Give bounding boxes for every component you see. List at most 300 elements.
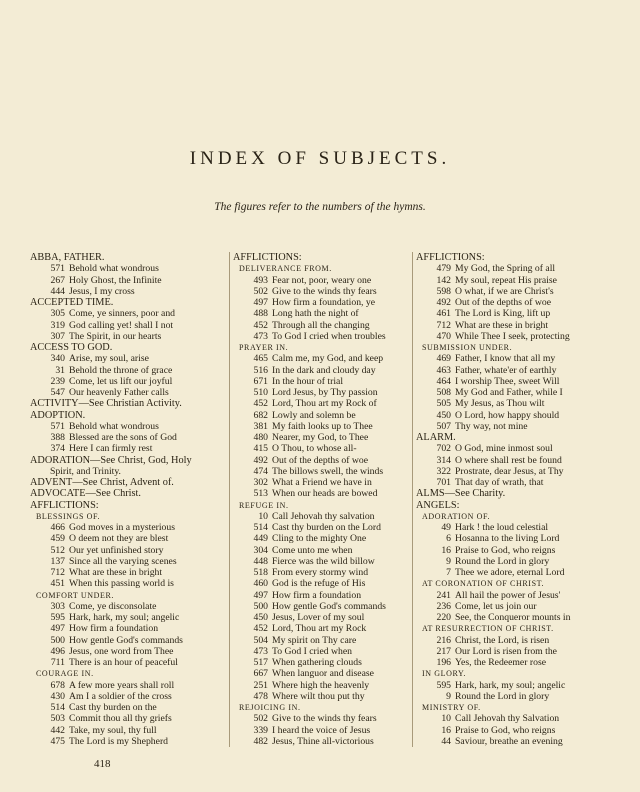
hymn-first-line: Come, ye disconsolate	[69, 600, 157, 612]
hymn-first-line: The billows swell, the winds	[272, 465, 384, 477]
index-entry	[30, 713, 220, 724]
hymn-number: 307	[50, 330, 65, 342]
hymn-first-line: Our Lord is risen from the	[455, 645, 557, 657]
hymn-first-line: What are these in bright	[455, 319, 549, 331]
hymn-number: 459	[50, 533, 65, 545]
hymn-number: 712	[436, 319, 451, 331]
hymn-number: 137	[50, 555, 65, 567]
index-entry	[30, 443, 220, 454]
index-entry	[233, 545, 423, 556]
hymn-number: 474	[253, 465, 268, 477]
hymn-first-line: O Thou, to whose all-	[272, 443, 357, 455]
hymn-first-line: O deem not they are blest	[69, 533, 169, 545]
hymn-number: 466	[50, 522, 65, 533]
hymn-first-line: Arise, my soul, arise	[69, 353, 149, 365]
index-entry	[30, 567, 220, 578]
hymn-first-line: Lowly and solemn be	[272, 409, 356, 421]
index-entry	[416, 477, 606, 488]
hymn-first-line: How firm a foundation, ye	[272, 297, 376, 308]
hymn-number: 512	[50, 544, 65, 556]
hymn-first-line: Come, let us lift our joyful	[69, 375, 173, 387]
subject-heading: ALARM.	[416, 432, 456, 443]
index-entry	[416, 691, 606, 702]
page-number: 418	[94, 758, 111, 770]
hymn-first-line: See, the Conqueror mounts in	[455, 612, 571, 623]
hymn-number: 514	[253, 522, 268, 533]
index-entry	[416, 635, 606, 646]
hymn-first-line: In the dark and cloudy day	[272, 364, 376, 376]
hymn-number: 319	[50, 319, 65, 331]
hymn-number: 9	[446, 555, 451, 567]
hymn-first-line: Hark ! the loud celestial	[455, 522, 549, 533]
index-entry	[416, 297, 606, 308]
hymn-first-line: Calm me, my God, and keep	[272, 353, 384, 365]
hymn-first-line: When languor and disease	[272, 668, 374, 680]
index-column-3	[412, 252, 606, 747]
index-entry	[233, 635, 423, 646]
hymn-number: 430	[50, 690, 65, 702]
index-entry	[233, 713, 423, 724]
index-entry	[416, 556, 606, 567]
hymn-first-line: That day of wrath, that	[455, 477, 544, 488]
index-entry	[30, 680, 220, 691]
hymn-number: 239	[50, 375, 65, 387]
hymn-number: 516	[253, 364, 268, 376]
index-entry	[233, 455, 423, 466]
index-entry	[30, 387, 220, 398]
hymn-first-line: How firm a foundation	[69, 623, 159, 635]
hymn-number: 502	[253, 285, 268, 297]
hymn-number: 303	[50, 600, 65, 612]
index-entry	[233, 612, 423, 623]
hymn-number: 469	[436, 353, 451, 365]
subheading: IN GLORY.	[422, 669, 466, 679]
hymn-first-line: Jesus, Thine all-victorious	[272, 735, 374, 747]
hymn-first-line: My God, the Spring of all	[455, 263, 556, 275]
index-entry	[30, 601, 220, 612]
hymn-number: 452	[253, 623, 268, 635]
index-entry	[233, 691, 423, 702]
index-entry	[416, 680, 606, 691]
subject-heading: ANGELS:	[416, 499, 460, 511]
hymn-number: 470	[436, 330, 451, 342]
index-entry	[233, 657, 423, 668]
index-entry	[416, 612, 606, 623]
index-entry	[233, 680, 423, 691]
page-title: INDEX OF SUBJECTS.	[189, 148, 451, 169]
subheading: MINISTRY OF.	[422, 703, 481, 712]
index-entry	[233, 578, 423, 589]
index-entry	[416, 590, 606, 601]
hymn-number: 507	[436, 420, 451, 432]
subject-heading: ACTIVITY—See Christian Activity.	[30, 398, 182, 410]
hymn-number: 374	[50, 443, 65, 455]
subject-heading: AFFLICTIONS:	[233, 252, 302, 263]
hymn-number: 497	[253, 297, 268, 308]
index-entry	[233, 477, 423, 488]
index-entry	[233, 297, 423, 308]
subject-heading: ACCESS TO GOD.	[30, 342, 113, 353]
hymn-number: 513	[253, 488, 268, 500]
hymn-number: 196	[436, 657, 451, 668]
hymn-first-line: Hark, hark, my soul; angelic	[455, 679, 566, 691]
index-entry	[233, 353, 423, 364]
hymn-number: 450	[436, 409, 451, 421]
index-entry	[416, 308, 606, 319]
hymn-number: 518	[253, 567, 268, 578]
index-entry	[233, 376, 423, 387]
hymn-first-line: O God, mine inmost soul	[455, 443, 553, 455]
hymn-first-line: Come, let us join our	[455, 600, 537, 612]
index-entry	[30, 578, 220, 589]
index-entry	[416, 601, 606, 612]
hymn-first-line: How gentle God's commands	[272, 600, 386, 612]
hymn-first-line: Commit thou all thy griefs	[69, 713, 172, 725]
hymn-first-line: Out of the depths of woe	[455, 297, 552, 308]
hymn-number: 493	[253, 274, 268, 286]
hymn-first-line: Come unto me when	[272, 544, 353, 556]
hymn-number: 598	[436, 285, 451, 297]
index-entry	[416, 263, 606, 274]
index-entry	[233, 308, 423, 319]
hymn-number: 449	[253, 533, 268, 545]
hymn-number: 464	[436, 375, 451, 387]
subtitle: The figures refer to the numbers of the hymns.	[214, 201, 426, 213]
index-entry	[233, 275, 423, 286]
hymn-number: 478	[253, 690, 268, 702]
hymn-first-line: Call Jehovah thy Salvation	[455, 713, 560, 725]
hymn-first-line: Christ, the Lord, is risen	[455, 634, 550, 646]
hymn-number: 388	[50, 432, 65, 443]
hymn-first-line: Where high the heavenly	[272, 679, 370, 691]
subheading: COMFORT UNDER.	[36, 590, 115, 600]
hymn-number: 304	[253, 544, 268, 556]
hymn-first-line: Nearer, my God, to Thee	[272, 432, 369, 443]
hymn-first-line: My faith looks up to Thee	[272, 420, 373, 432]
hymn-first-line: To God I cried when troubles	[272, 330, 386, 342]
hymn-first-line: Come, ye sinners, poor and	[69, 308, 176, 320]
hymn-number: 497	[253, 589, 268, 601]
subheading: BLESSINGS OF.	[36, 511, 101, 521]
hymn-number: 514	[50, 702, 65, 713]
hymn-first-line: Give to the winds thy fears	[272, 285, 377, 297]
hymn-number: 16	[441, 544, 451, 556]
hymn-number: 482	[253, 735, 268, 747]
hymn-first-line: Call Jehovah thy salvation	[272, 510, 375, 522]
index-entry	[233, 646, 423, 657]
hymn-first-line: Here I can firmly rest	[69, 443, 153, 455]
subheading: ADORATION OF.	[422, 511, 491, 521]
index-entry	[30, 623, 220, 634]
index-entry	[233, 331, 423, 342]
index-entry	[233, 421, 423, 432]
hymn-first-line: Lord, Thou art my Rock of	[272, 398, 377, 410]
hymn-number: 217	[436, 645, 451, 657]
subheading: PRAYER IN.	[239, 343, 289, 352]
hymn-number: 442	[50, 724, 65, 736]
index-entry	[30, 533, 220, 544]
hymn-number: 492	[253, 454, 268, 466]
hymn-number: 595	[50, 612, 65, 623]
hymn-number: 314	[436, 454, 451, 466]
hymn-first-line: Praise to God, who reigns	[455, 544, 556, 556]
hymn-number: 6	[446, 533, 451, 545]
hymn-number: 302	[253, 477, 268, 488]
subheading: COURAGE IN.	[36, 669, 94, 679]
index-entry	[30, 702, 220, 713]
index-entry	[416, 387, 606, 398]
index-entry	[233, 443, 423, 454]
hymn-first-line: What are these in bright	[69, 567, 163, 578]
index-entry	[233, 590, 423, 601]
hymn-number: 460	[253, 578, 268, 590]
hymn-number: 473	[253, 645, 268, 657]
index-entry	[30, 365, 220, 376]
subheading: AT CORONATION OF CHRIST.	[422, 579, 545, 589]
hymn-first-line: Saviour, breathe an evening	[455, 735, 563, 747]
hymn-number: 496	[50, 645, 65, 657]
index-column-1	[30, 252, 220, 747]
index-entry	[30, 545, 220, 556]
index-entry	[233, 511, 423, 522]
hymn-first-line: Jesus, I my cross	[69, 285, 135, 297]
hymn-first-line: Father, I know that all my	[455, 353, 556, 365]
hymn-number: 547	[50, 387, 65, 398]
subject-heading: ACCEPTED TIME.	[30, 297, 114, 308]
hymn-first-line: Our yet unfinished story	[69, 544, 164, 556]
hymn-first-line: The Lord is my Shepherd	[69, 735, 169, 747]
hymn-first-line: While Thee I seek, protecting	[455, 330, 570, 342]
index-entry	[233, 466, 423, 477]
hymn-first-line: Cast thy burden on the Lord	[272, 522, 381, 533]
hymn-number: 504	[253, 634, 268, 646]
hymn-number: 340	[50, 353, 65, 365]
hymn-first-line: Long hath the night of	[272, 308, 359, 320]
hymn-number: 31	[55, 364, 65, 376]
hymn-number: 10	[258, 510, 268, 522]
index-entry	[233, 320, 423, 331]
hymn-number: 452	[253, 398, 268, 410]
hymn-first-line: Take, my soul, thy full	[69, 724, 157, 736]
index-entry	[30, 725, 220, 736]
hymn-first-line: Father, whate'er of earthly	[455, 364, 557, 376]
index-entry	[233, 623, 423, 634]
hymn-number: 488	[253, 308, 268, 320]
index-entry	[416, 533, 606, 544]
index-entry	[416, 713, 606, 724]
subject-heading: ADVENT—See Christ, Advent of.	[30, 477, 174, 488]
hymn-number: 465	[253, 353, 268, 365]
index-entry	[416, 567, 606, 578]
subject-heading: ADOPTION.	[30, 409, 86, 421]
hymn-first-line: To God I cried when	[272, 645, 353, 657]
hymn-first-line: Jesus, one word from Thee	[69, 645, 174, 657]
hymn-number: 444	[50, 285, 65, 297]
hymn-number: 701	[436, 477, 451, 488]
hymn-first-line: In the hour of trial	[272, 375, 344, 387]
index-entry	[233, 601, 423, 612]
hymn-first-line: Thy way, not mine	[455, 420, 528, 432]
hymn-first-line: Lord, Thou art my Rock	[272, 623, 367, 635]
index-entry	[416, 443, 606, 454]
subheading: REJOICING IN.	[239, 703, 301, 712]
hymn-first-line: My soul, repeat His praise	[455, 274, 557, 286]
index-entry	[416, 466, 606, 477]
index-entry	[30, 657, 220, 668]
hymn-number: 671	[253, 375, 268, 387]
hymn-number: 142	[436, 274, 451, 286]
hymn-number: 241	[436, 589, 451, 601]
hymn-number: 415	[253, 443, 268, 455]
hymn-number: 251	[253, 679, 268, 691]
hymn-number: 479	[436, 263, 451, 275]
hymn-number: 503	[50, 713, 65, 725]
index-entry	[416, 286, 606, 297]
hymn-number: 712	[50, 567, 65, 578]
index-entry	[233, 567, 423, 578]
subheading: DELIVERANCE FROM.	[239, 264, 332, 274]
hymn-first-line: Holy Ghost, the Infinite	[69, 274, 162, 286]
hymn-number: 505	[436, 398, 451, 410]
index-entry	[416, 376, 606, 387]
hymn-first-line: Blessed are the sons of God	[69, 432, 177, 443]
subject-heading: AFFLICTIONS:	[30, 499, 99, 511]
hymn-number: 508	[436, 387, 451, 398]
index-entry	[30, 691, 220, 702]
subject-heading: AFFLICTIONS:	[416, 252, 485, 263]
hymn-number: 450	[253, 612, 268, 623]
hymn-first-line: From every stormy wind	[272, 567, 369, 578]
hymn-number: 305	[50, 308, 65, 320]
index-entry	[233, 668, 423, 679]
hymn-first-line: O what, if we are Christ's	[455, 285, 554, 297]
index-column-2	[229, 252, 423, 747]
hymn-number: 510	[253, 387, 268, 398]
index-entry	[233, 286, 423, 297]
hymn-number: 451	[50, 578, 65, 590]
hymn-number: 667	[253, 668, 268, 680]
index-entry	[30, 635, 220, 646]
hymn-number: 492	[436, 297, 451, 308]
index-entry	[416, 545, 606, 556]
hymn-first-line: How firm a foundation	[272, 589, 362, 601]
hymn-first-line: Am I a soldier of the cross	[69, 690, 172, 702]
hymn-number: 517	[253, 657, 268, 668]
index-entry	[30, 556, 220, 567]
index-entry	[416, 455, 606, 466]
index-entry	[416, 657, 606, 668]
index-entry	[233, 522, 423, 533]
hymn-first-line: Thee we adore, eternal Lord	[455, 567, 565, 578]
hymn-number: 216	[436, 634, 451, 646]
hymn-number: 44	[441, 735, 451, 747]
hymn-first-line: Prostrate, dear Jesus, at Thy	[455, 465, 564, 477]
hymn-first-line: Lord Jesus, by Thy passion	[272, 387, 378, 398]
hymn-number: 497	[50, 623, 65, 635]
hymn-first-line: Jesus, Lover of my soul	[272, 612, 365, 623]
index-entry	[233, 398, 423, 409]
index-entry	[30, 320, 220, 331]
index-entry	[416, 331, 606, 342]
index-entry	[233, 432, 423, 443]
hymn-first-line: God moves in a mysterious	[69, 522, 176, 533]
hymn-number: 461	[436, 308, 451, 320]
index-entry	[30, 308, 220, 319]
index-entry	[30, 353, 220, 364]
hymn-first-line: Through all the changing	[272, 319, 370, 331]
index-entry	[233, 410, 423, 421]
subject-heading: ALMS—See Charity.	[416, 488, 506, 500]
index-entry	[30, 376, 220, 387]
hymn-number: 49	[441, 522, 451, 533]
index-entry	[30, 612, 220, 623]
hymn-first-line: Since all the varying scenes	[69, 555, 177, 567]
hymn-first-line: Out of the depths of woe	[272, 454, 369, 466]
index-entry	[30, 286, 220, 297]
index-entry	[416, 320, 606, 331]
hymn-first-line: Yes, the Redeemer rose	[455, 657, 547, 668]
hymn-number: 448	[253, 555, 268, 567]
hymn-number: 500	[50, 634, 65, 646]
subject-heading: ABBA, FATHER.	[30, 252, 105, 263]
hymn-first-line: God is the refuge of His	[272, 578, 366, 590]
index-entry	[233, 556, 423, 567]
index-entry	[30, 421, 220, 432]
hymn-number: 452	[253, 319, 268, 331]
index-entry	[233, 736, 423, 747]
subheading: AT RESURRECTION OF CHRIST.	[422, 624, 554, 634]
hymn-first-line: Fierce was the wild billow	[272, 555, 375, 567]
hymn-first-line: What a Friend we have in	[272, 477, 372, 488]
index-entry	[233, 387, 423, 398]
index-entry	[233, 365, 423, 376]
hymn-number: 682	[253, 409, 268, 421]
index-entry	[416, 410, 606, 421]
hymn-first-line: I worship Thee, sweet Will	[455, 375, 560, 387]
hymn-first-line: My spirit on Thy care	[272, 634, 357, 646]
hymn-first-line: Our heavenly Father calls	[69, 387, 169, 398]
hymn-first-line: My Jesus, as Thou wilt	[455, 398, 545, 410]
hymn-number: 236	[436, 600, 451, 612]
hymn-number: 16	[441, 724, 451, 736]
hymn-first-line: Hark, hark, my soul; angelic	[69, 612, 180, 623]
index-entry	[30, 275, 220, 286]
index-entry	[416, 725, 606, 736]
index-entry	[233, 533, 423, 544]
hymn-first-line: How gentle God's commands	[69, 634, 183, 646]
hymn-first-line: O where shall rest be found	[455, 454, 562, 466]
index-entry	[416, 421, 606, 432]
hymn-first-line: Cling to the mighty One	[272, 533, 367, 545]
hymn-number: 267	[50, 274, 65, 286]
subheading: REFUGE IN.	[239, 500, 289, 510]
hymn-first-line: God calling yet! shall I not	[69, 319, 174, 331]
heading-continuation: Spirit, and Trinity.	[50, 465, 121, 477]
hymn-first-line: Behold the throne of grace	[69, 364, 173, 376]
hymn-first-line: Round the Lord in glory	[455, 690, 550, 702]
hymn-number: 9	[446, 690, 451, 702]
hymn-first-line: There is an hour of peaceful	[69, 657, 178, 668]
hymn-number: 463	[436, 364, 451, 376]
index-entry	[30, 263, 220, 274]
index-entry	[416, 398, 606, 409]
hymn-first-line: Where wilt thou put thy	[272, 690, 365, 702]
index-entry	[416, 646, 606, 657]
index-entry	[416, 353, 606, 364]
hymn-number: 571	[50, 420, 65, 432]
index-entry	[233, 725, 423, 736]
hymn-number: 571	[50, 263, 65, 275]
